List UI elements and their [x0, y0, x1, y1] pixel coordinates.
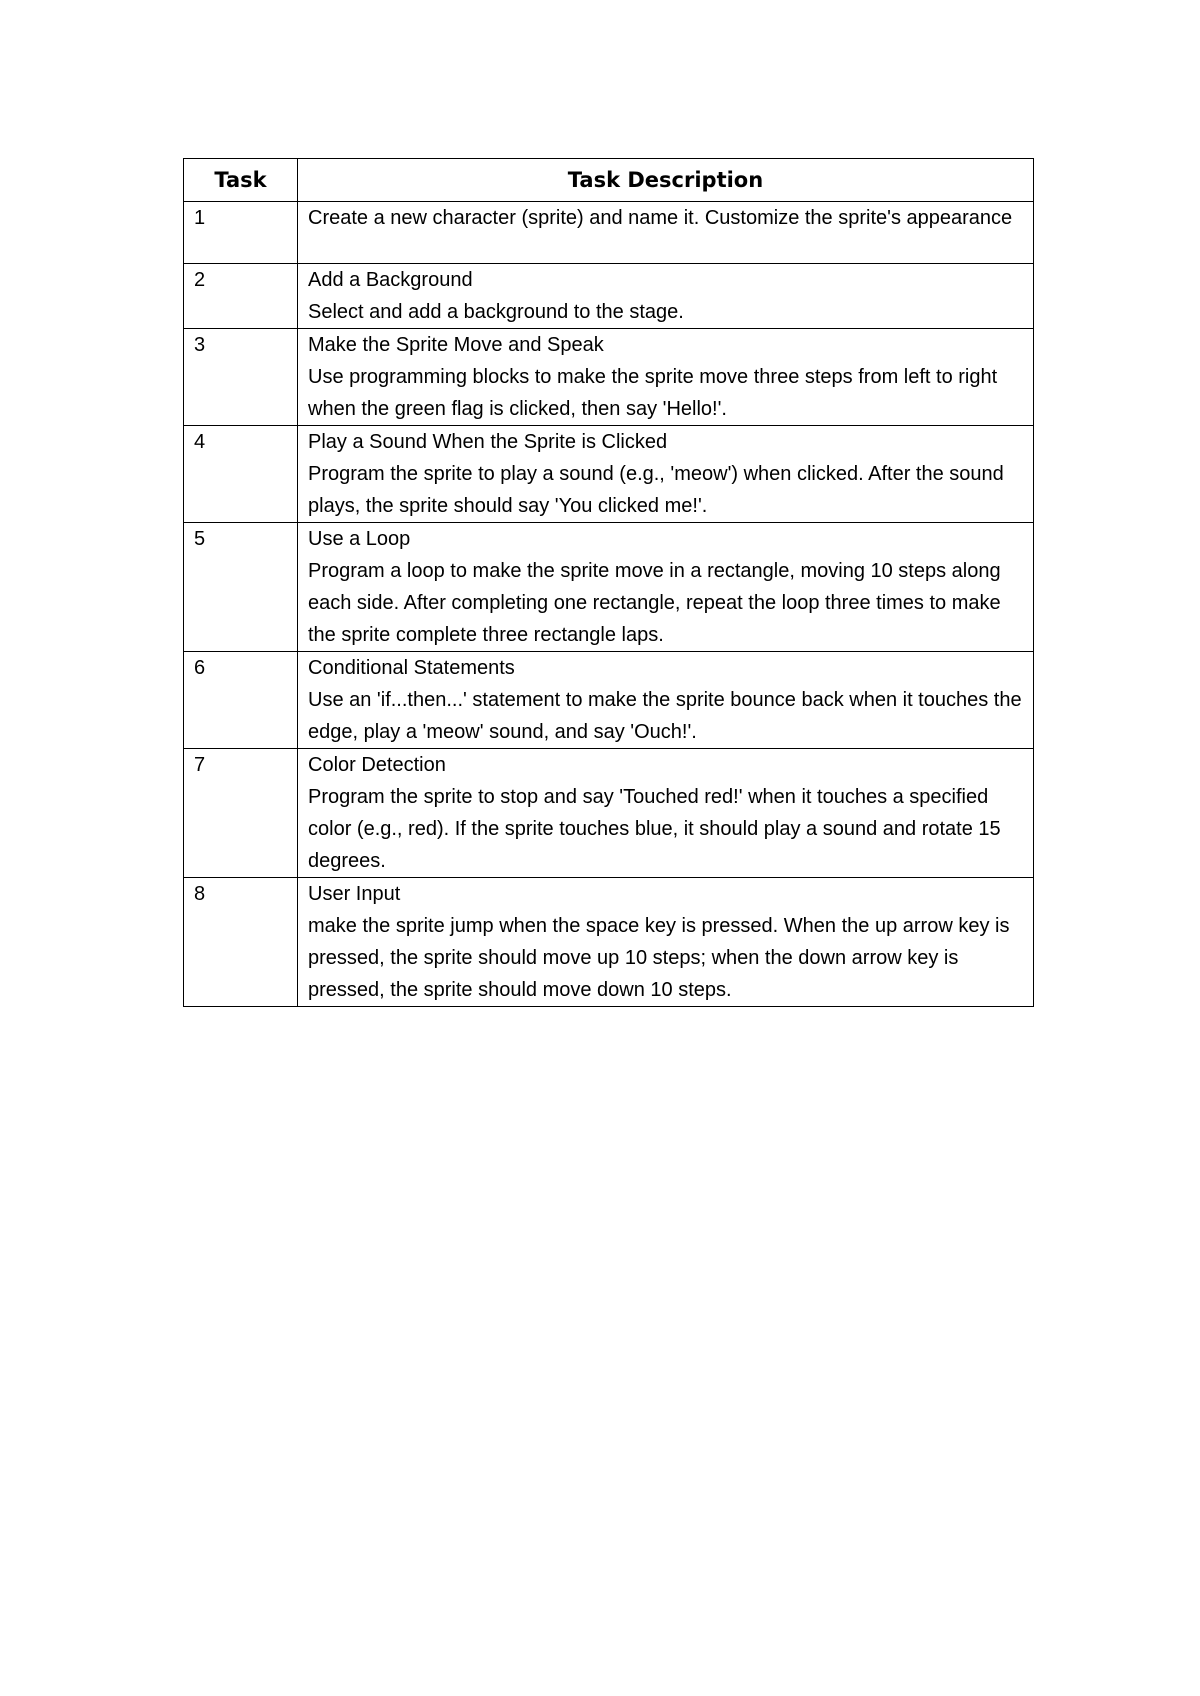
task-number: 3	[184, 329, 298, 426]
task-description	[298, 878, 1034, 1007]
task-title: Play a Sound When the Sprite is Clicked	[308, 431, 668, 453]
table-row	[184, 329, 1034, 426]
header-task-description: Task Description	[298, 159, 1034, 202]
task-body: Select and add a background to the stage.	[308, 301, 684, 323]
table-row	[184, 264, 1034, 329]
task-number: 2	[184, 264, 298, 329]
table-row	[184, 749, 1034, 878]
task-description	[298, 523, 1034, 652]
task-description	[298, 202, 1034, 264]
table-row	[184, 426, 1034, 523]
task-number: 6	[184, 652, 298, 749]
task-title: User Input	[308, 883, 401, 905]
table-row	[184, 652, 1034, 749]
task-body: Use programming blocks to make the sprite move three steps from left to right when the green flag is clicked, then say 'Hello!'.	[308, 366, 998, 420]
table-header-row	[184, 159, 1034, 202]
task-number: 7	[184, 749, 298, 878]
task-body: Program the sprite to stop and say 'Touched red!' when it touches a specified color (e.g., red). If the sprite touches blue, it should play a sound and rotate 15 degrees.	[308, 786, 1001, 872]
task-body: make the sprite jump when the space key is pressed. When the up arrow key is pressed, the sprite should move up 10 steps; when the down arrow key is pressed, the sprite should move down 10 steps.	[308, 915, 1010, 1001]
task-description	[298, 426, 1034, 523]
task-description	[298, 329, 1034, 426]
task-title: Conditional Statements	[308, 657, 515, 679]
task-number: 8	[184, 878, 298, 1007]
header-task: Task	[184, 159, 298, 202]
task-table	[183, 158, 1034, 1007]
task-description	[298, 264, 1034, 329]
task-number: 4	[184, 426, 298, 523]
task-body: Program the sprite to play a sound (e.g., 'meow') when clicked. After the sound plays, the sprite should say 'You clicked me!'.	[308, 463, 1004, 517]
task-body: Create a new character (sprite) and name it. Customize the sprite's appearance	[308, 207, 1013, 229]
task-number: 5	[184, 523, 298, 652]
task-title: Color Detection	[308, 754, 446, 776]
table-row	[184, 202, 1034, 264]
table-row	[184, 523, 1034, 652]
task-description	[298, 652, 1034, 749]
task-number: 1	[184, 202, 298, 264]
task-body: Use an 'if...then...' statement to make the sprite bounce back when it touches the edge, play a 'meow' sound, and say 'Ouch!'.	[308, 689, 1022, 743]
table-row	[184, 878, 1034, 1007]
task-body: Program a loop to make the sprite move in a rectangle, moving 10 steps along each side. After completing one rectangle, repeat the loop three times to make the sprite complete three rectangle laps.	[308, 560, 1001, 646]
task-title: Add a Background	[308, 269, 473, 291]
task-description	[298, 749, 1034, 878]
task-title: Use a Loop	[308, 528, 411, 550]
task-title: Make the Sprite Move and Speak	[308, 334, 604, 356]
